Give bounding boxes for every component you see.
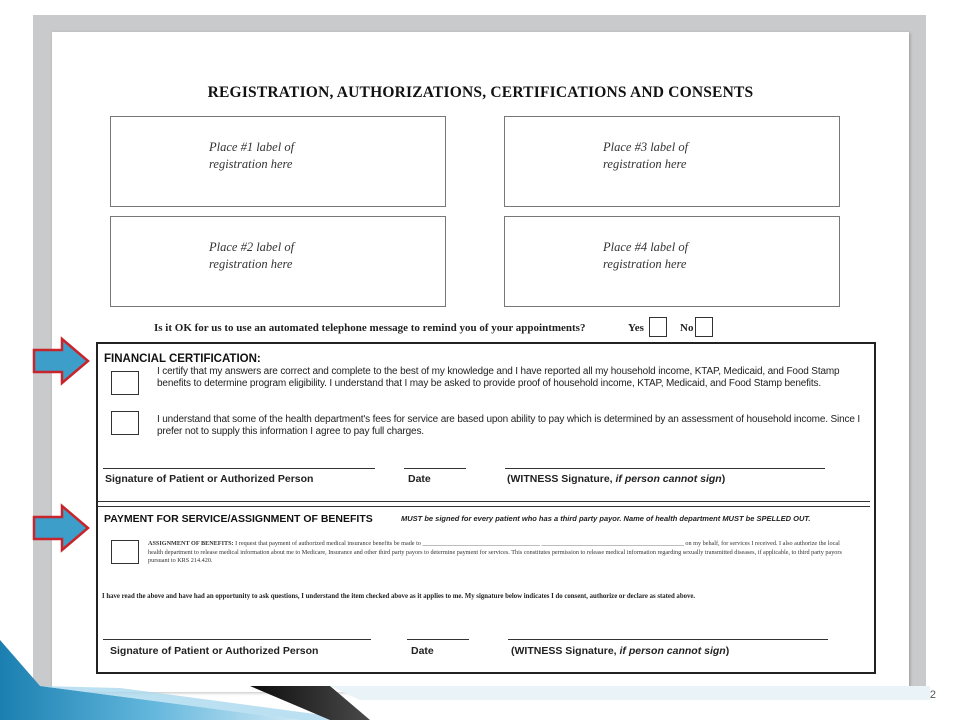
financial-item-1: I certify that my answers are correct and complete to the best of my knowledge and I have reported all my household income, KTAP, Medicaid, and Food Stamp benefits to determine program eligibility. I understand that I may be asked to provide proof of household income, KTAP, Medicaid, and Food Stamp benefits. [157,366,840,389]
witness-label-1: (WITNESS Signature, if person cannot sign) [507,473,726,485]
assignment-checkbox[interactable] [111,540,139,564]
payment-note: MUST be signed for every patient who has a third party payor. Name of health department MUST be SPELLED OUT. [401,514,811,523]
reminder-question: Is it OK for us to use an automated telephone message to remind you of your appointments? [154,322,586,334]
document-page [52,32,909,692]
patient-signature-label-1: Signature of Patient or Authorized Person [105,473,314,485]
label-box-3-text: Place #3 label of registration here [603,140,689,171]
slide-decoration [0,640,960,720]
date-line-1 [404,468,466,469]
label-box-2 [110,216,446,307]
highlight-arrow-icon [32,336,90,386]
financial-checkbox-1[interactable] [111,371,139,395]
signature-line-1 [103,468,375,469]
financial-heading: FINANCIAL CERTIFICATION: [104,353,261,365]
label-box-2-text: Place #2 label of registration here [209,240,295,271]
label-box-1 [110,116,446,207]
no-label: No [680,322,694,334]
financial-checkbox-2[interactable] [111,411,139,435]
slide-number: 2 [929,689,936,701]
document-title: REGISTRATION, AUTHORIZATIONS, CERTIFICATIONS AND CONSENTS [207,84,754,101]
assignment-text: ASSIGNMENT OF BENEFITS: I request that payment of authorized medical insurance benefits be made to ______________________________________ ______________________________________________ on my behalf, for services I received. I also authorize the local health department to release medical information about me to Medicare, Insurance and other third party payors to determine payment for services. This constitutes permission to release medical information regarding sexually transmitted diseases, if applicable, to third party payors pursuant to KRS 214.420. [148,540,842,564]
witness-label-2: (WITNESS Signature, if person cannot sign) [511,645,730,657]
section-divider [98,501,870,507]
no-checkbox[interactable] [695,317,713,337]
consent-text: I have read the above and have had an opportunity to ask questions, I understand the item checked above as it applies to me. My signature below indicates I do consent, authorize or declare as stated above. [102,593,696,600]
payment-heading: PAYMENT FOR SERVICE/ASSIGNMENT OF BENEFITS [104,513,373,525]
label-box-3 [504,116,840,207]
date-label-2: Date [411,645,434,657]
yes-checkbox[interactable] [649,317,667,337]
financial-item-2: I understand that some of the health department's fees for service are based upon ability to pay which is determined by an assessment of household income. Since I prefer not to supply this information I agree to pay full charges. [157,414,861,437]
label-box-4-text: Place #4 label of registration here [603,240,689,271]
highlight-arrow-icon [32,503,90,553]
label-box-4 [504,216,840,307]
witness-line-1 [505,468,825,469]
date-label-1: Date [408,473,431,485]
label-box-1-text: Place #1 label of registration here [209,140,295,171]
yes-label: Yes [628,322,644,334]
patient-signature-label-2: Signature of Patient or Authorized Person [110,645,319,657]
certification-section [96,342,876,674]
